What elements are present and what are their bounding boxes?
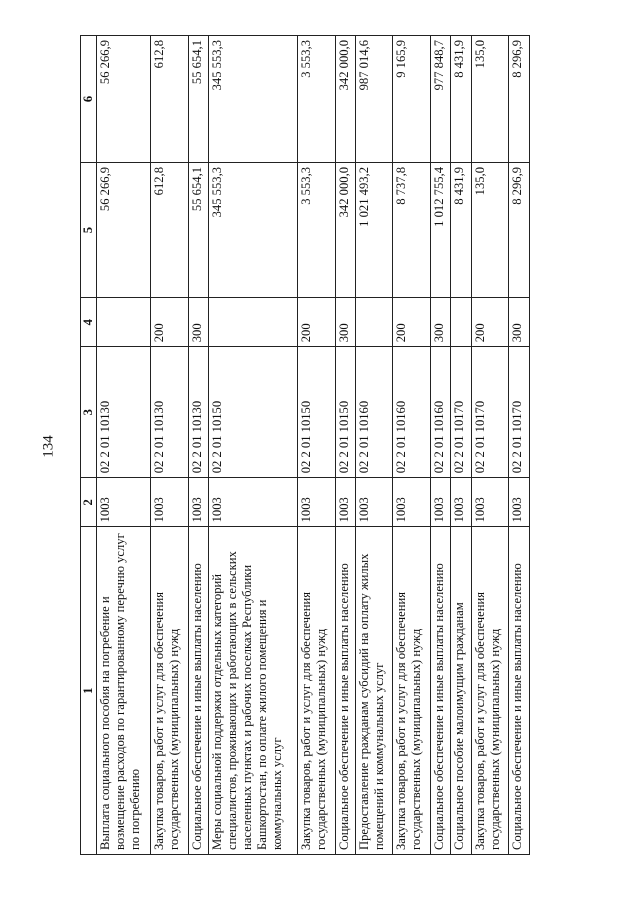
- row-amount-1: 345 553,3: [209, 162, 298, 297]
- row-amount-2: 3 553,3: [298, 36, 336, 163]
- row-article: 02 2 01 10150: [298, 347, 336, 478]
- row-article: 02 2 01 10160: [430, 347, 450, 478]
- row-amount-1: 56 266,9: [96, 162, 151, 297]
- table-row: [471, 36, 509, 855]
- row-amount-2: 342 000,0: [335, 36, 355, 163]
- row-code: 1003: [298, 478, 336, 527]
- row-amount-1: 8 431,9: [451, 162, 471, 297]
- row-article: 02 2 01 10130: [96, 347, 151, 478]
- row-type: [209, 298, 298, 347]
- row-amount-2: 8 296,9: [509, 36, 530, 163]
- table-row: [509, 36, 530, 855]
- table-row: [393, 36, 431, 855]
- header-col-6: 6: [81, 36, 97, 163]
- row-amount-1: 1 021 493,2: [355, 162, 393, 297]
- header-col-4: 4: [81, 298, 97, 347]
- table-row: [430, 36, 450, 855]
- row-type: 300: [335, 298, 355, 347]
- budget-table: [80, 35, 530, 855]
- row-code: 1003: [355, 478, 393, 527]
- row-code: 1003: [188, 478, 208, 527]
- row-article: 02 2 01 10160: [393, 347, 431, 478]
- row-code: 1003: [96, 478, 151, 527]
- row-article: 02 2 01 10160: [355, 347, 393, 478]
- row-code: 1003: [509, 478, 530, 527]
- row-amount-1: 342 000,0: [335, 162, 355, 297]
- table-row: [335, 36, 355, 855]
- row-amount-1: 55 654,1: [188, 162, 208, 297]
- row-amount-2: 977 848,7: [430, 36, 450, 163]
- row-code: 1003: [335, 478, 355, 527]
- header-col-3: 3: [81, 347, 97, 478]
- row-name: Социальное пособие малоимущим гражданам: [451, 527, 471, 855]
- row-name: Меры социальной поддержки отдельных категорий специалистов, проживающих и работающих в сельских населенных пунктах и рабочих поселках Республики Башкортостан, по оплате жилого помещения и коммунальных услуг: [209, 527, 298, 855]
- row-amount-1: 8 737,8: [393, 162, 431, 297]
- table-row: [188, 36, 208, 855]
- row-type: 200: [471, 298, 509, 347]
- row-amount-2: 612,8: [151, 36, 189, 163]
- row-name: Закупка товаров, работ и услуг для обеспечения государственных (муниципальных) нужд: [393, 527, 431, 855]
- table-row: [209, 36, 298, 855]
- table-row: [151, 36, 189, 855]
- row-code: 1003: [430, 478, 450, 527]
- row-article: 02 2 01 10170: [509, 347, 530, 478]
- row-type: [355, 298, 393, 347]
- row-article: 02 2 01 10170: [471, 347, 509, 478]
- row-type: 200: [298, 298, 336, 347]
- row-type: 300: [188, 298, 208, 347]
- row-amount-2: 345 553,3: [209, 36, 298, 163]
- row-name: Выплата социального пособия на погребение и возмещение расходов по гарантированному перечню услуг по погребению: [96, 527, 151, 855]
- rotated-page-content: [80, 35, 530, 855]
- row-code: 1003: [451, 478, 471, 527]
- row-amount-1: 3 553,3: [298, 162, 336, 297]
- row-amount-2: 135,0: [471, 36, 509, 163]
- row-name: Закупка товаров, работ и услуг для обеспечения государственных (муниципальных) нужд: [471, 527, 509, 855]
- row-code: 1003: [209, 478, 298, 527]
- table-row: [96, 36, 151, 855]
- table-row: [298, 36, 336, 855]
- table-row: [355, 36, 393, 855]
- row-code: 1003: [151, 478, 189, 527]
- row-name: Социальное обеспечение и иные выплаты населению: [335, 527, 355, 855]
- row-article: 02 2 01 10170: [451, 347, 471, 478]
- row-amount-2: 987 014,6: [355, 36, 393, 163]
- row-amount-2: 55 654,1: [188, 36, 208, 163]
- row-type: 300: [430, 298, 450, 347]
- page-number: 134: [40, 435, 57, 458]
- row-name: Социальное обеспечение и иные выплаты населению: [509, 527, 530, 855]
- header-col-5: 5: [81, 162, 97, 297]
- row-type: 200: [393, 298, 431, 347]
- row-amount-1: 135,0: [471, 162, 509, 297]
- row-name: Закупка товаров, работ и услуг для обеспечения государственных (муниципальных) нужд: [298, 527, 336, 855]
- row-name: Социальное обеспечение и иные выплаты населению: [188, 527, 208, 855]
- row-amount-2: 9 165,9: [393, 36, 431, 163]
- row-amount-2: 8 431,9: [451, 36, 471, 163]
- row-amount-1: 1 012 755,4: [430, 162, 450, 297]
- header-col-2: 2: [81, 478, 97, 527]
- row-article: 02 2 01 10150: [209, 347, 298, 478]
- row-amount-2: 56 266,9: [96, 36, 151, 163]
- row-type: 200: [151, 298, 189, 347]
- row-code: 1003: [393, 478, 431, 527]
- row-name: Социальное обеспечение и иные выплаты населению: [430, 527, 450, 855]
- row-article: 02 2 01 10130: [151, 347, 189, 478]
- row-name: Предоставление гражданам субсидий на оплату жилых помещений и коммунальных услуг: [355, 527, 393, 855]
- table-row: [451, 36, 471, 855]
- row-amount-1: 612,8: [151, 162, 189, 297]
- row-type: [451, 298, 471, 347]
- header-row: [81, 36, 97, 855]
- row-article: 02 2 01 10150: [335, 347, 355, 478]
- row-type: [96, 298, 151, 347]
- row-type: 300: [509, 298, 530, 347]
- row-article: 02 2 01 10130: [188, 347, 208, 478]
- row-code: 1003: [471, 478, 509, 527]
- header-col-1: 1: [81, 527, 97, 855]
- row-amount-1: 8 296,9: [509, 162, 530, 297]
- row-name: Закупка товаров, работ и услуг для обеспечения государственных (муниципальных) нужд: [151, 527, 189, 855]
